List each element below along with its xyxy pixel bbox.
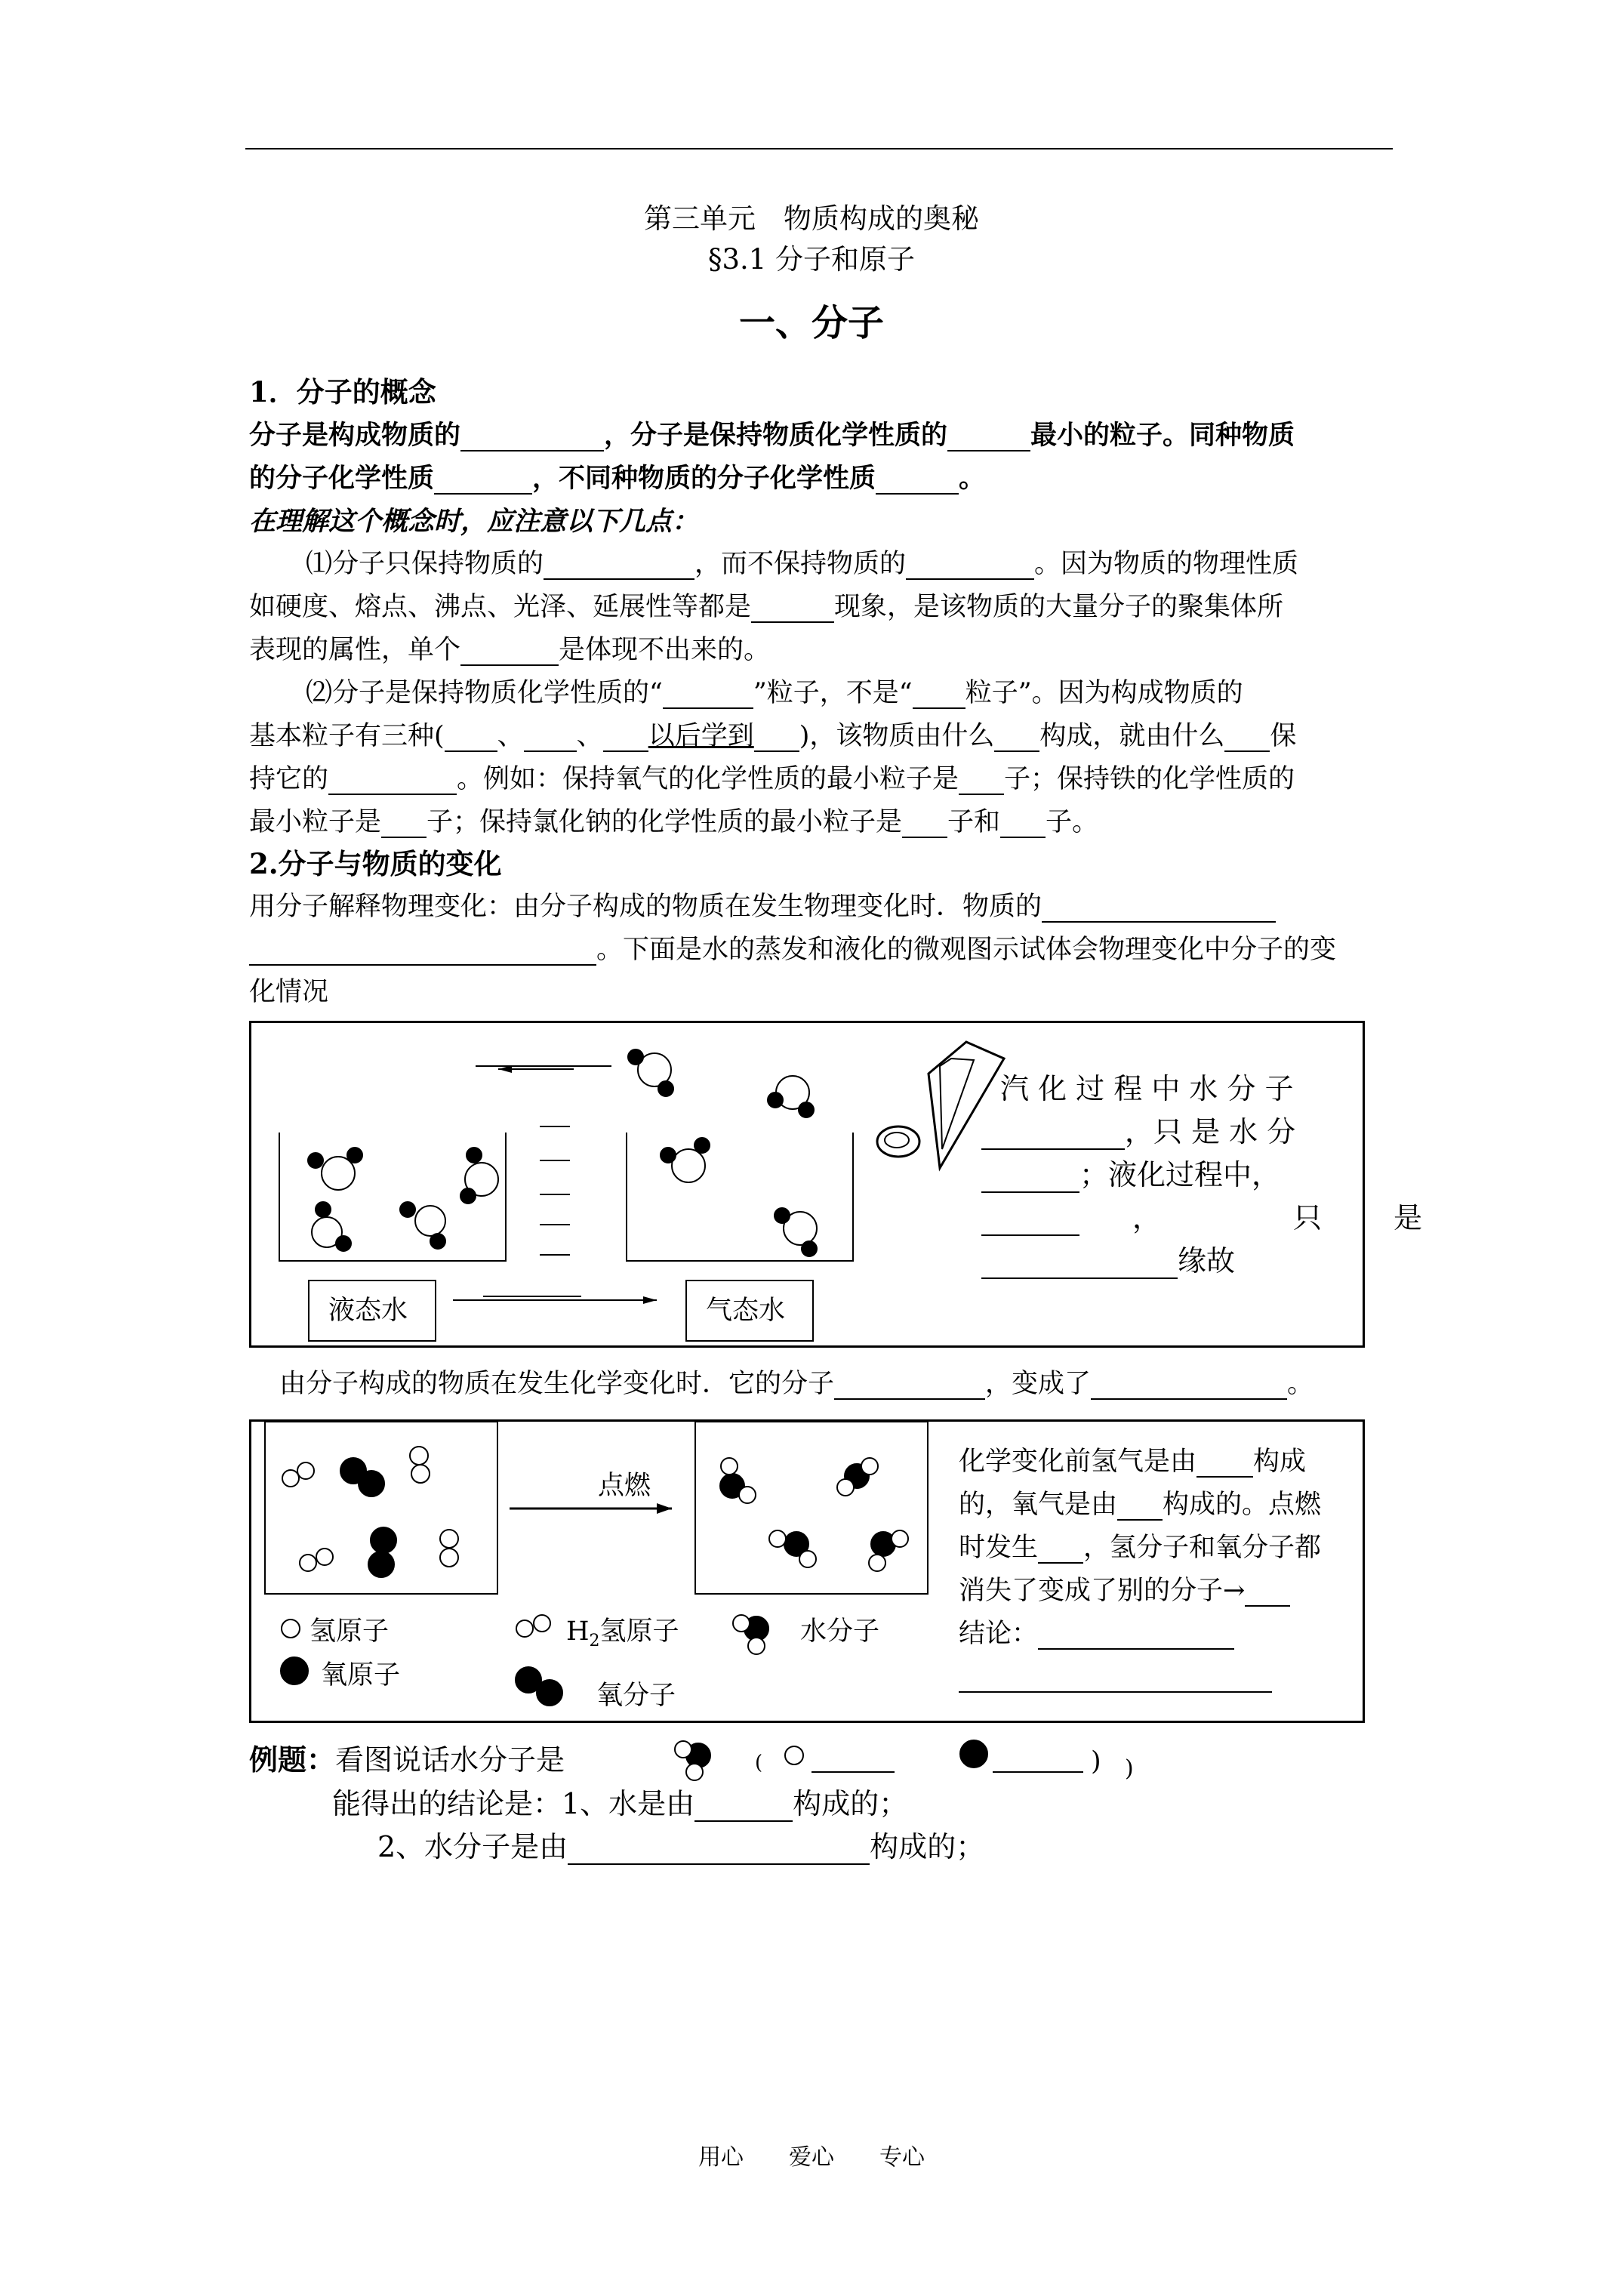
blank[interactable] xyxy=(981,1120,1125,1150)
s2-heading: 2.分子与物质的变化 xyxy=(249,847,502,880)
fig1-text5: 缘故 xyxy=(981,1244,1235,1279)
blank[interactable] xyxy=(434,467,532,495)
blank[interactable] xyxy=(1042,895,1276,923)
s1-note: 在理解这个概念时，应注意以下几点： xyxy=(249,506,699,537)
blank[interactable] xyxy=(1091,1372,1287,1400)
s1-line1: 分子是构成物质的 ，分子是保持物质化学性质的 最小的粒子。同种物质 xyxy=(249,420,1295,451)
fig1-text3: ；液化过程中， xyxy=(981,1158,1280,1193)
fig1-text2: ，只 是 水 分 xyxy=(981,1115,1295,1150)
blank[interactable] xyxy=(754,724,799,752)
blank[interactable] xyxy=(524,724,577,752)
blank[interactable] xyxy=(544,552,694,580)
blank[interactable] xyxy=(876,467,959,495)
blank[interactable] xyxy=(902,810,947,838)
blank[interactable] xyxy=(947,424,1030,451)
liquid-water-label: 液态水 xyxy=(328,1296,408,1326)
legend-water: 水分子 xyxy=(800,1616,880,1647)
blank[interactable] xyxy=(913,681,965,709)
blank[interactable] xyxy=(1245,1579,1290,1607)
footer: 用心 爱心 专心 xyxy=(698,2144,925,2171)
s1-heading: 1．分子的概念 xyxy=(249,375,436,408)
blank[interactable] xyxy=(981,1163,1079,1193)
unit-title: 第三单元 物质构成的奥秘 xyxy=(644,202,979,235)
fig2-right-4: 消失了变成了别的分子→ xyxy=(959,1575,1290,1607)
blank[interactable] xyxy=(981,1249,1178,1279)
blank[interactable] xyxy=(981,1206,1079,1236)
example-line: 例题：看图说话水分子是 xyxy=(249,1743,565,1777)
blank[interactable] xyxy=(994,724,1039,752)
s2-line3: 化情况 xyxy=(249,977,329,1007)
legend-h-atom: 氢原子 xyxy=(310,1616,390,1647)
blank[interactable] xyxy=(328,767,457,795)
blank[interactable] xyxy=(460,424,604,451)
legend-o2: 氧分子 xyxy=(596,1681,676,1711)
blank[interactable] xyxy=(603,724,648,752)
fig2-right-1: 化学变化前氢气是由 构成 xyxy=(959,1447,1307,1477)
fig2-right-6-blank[interactable] xyxy=(959,1691,1272,1693)
fig1-text4: ， 只 是 xyxy=(981,1201,1422,1236)
example-paren-open: ( xyxy=(755,1752,763,1774)
s1-p1-line1: ⑴分子只保持物质的 ，而不保持物质的 。因为物质的物理性质 xyxy=(306,549,1299,579)
s2-line1: 用分子解释物理变化：由分子构成的物质在发生物理变化时．物质的 xyxy=(249,891,1276,923)
s1-p2-line1: ⑵分子是保持物质化学性质的“ ”粒子，不是“ 粒子”。因为构成物质的 xyxy=(306,678,1243,708)
s1-p2-line4: 最小粒子是 子；保持氯化钠的化学性质的最小粒子是 子和 子。 xyxy=(249,807,1099,837)
blank[interactable] xyxy=(460,638,559,666)
s1-p1-line3: 表现的属性，单个 是体现不出来的。 xyxy=(249,635,771,665)
blank[interactable] xyxy=(1000,810,1046,838)
conclusion-2: 2、水分子是由 构成的； xyxy=(377,1830,985,1863)
example-paren-close: ) xyxy=(1091,1746,1101,1777)
part-title: 一、分子 xyxy=(738,302,884,344)
chem-change-line: 由分子构成的物质在发生化学变化时．它的分子 ，变成了 。 xyxy=(279,1369,1314,1399)
example-molecules xyxy=(664,1733,1132,1786)
blank[interactable] xyxy=(1038,1536,1083,1564)
blank[interactable] xyxy=(906,552,1034,580)
ignite-label: 点燃 xyxy=(598,1471,651,1501)
example-paren-close-2: ) xyxy=(1125,1755,1134,1782)
s1-p2-line2: 基本粒子有三种( 、 、 以后学到 )，该物质由什么 构成，就由什么 保 xyxy=(249,721,1297,751)
blank[interactable] xyxy=(445,724,497,752)
blank[interactable] xyxy=(663,681,753,709)
blank[interactable] xyxy=(834,1372,985,1400)
legend-o-atom: 氧原子 xyxy=(321,1660,401,1690)
blank[interactable] xyxy=(694,1792,793,1822)
s1-p1-line2: 如硬度、熔点、沸点、光泽、延展性等都是 现象，是该物质的大量分子的聚集体所 xyxy=(249,592,1284,622)
header-rule xyxy=(245,148,1393,149)
blank[interactable] xyxy=(568,1835,870,1865)
fig2-right-3: 时发生 ，氢分子和氧分子都 xyxy=(959,1533,1322,1563)
blank[interactable] xyxy=(1117,1493,1163,1521)
section-title: §3.1 分子和原子 xyxy=(707,243,916,276)
s1-line2: 的分子化学性质 ，不同种物质的分子化学性质 。 xyxy=(249,463,986,494)
blank[interactable] xyxy=(751,595,834,623)
s1-p2-line3: 持它的 。例如：保持氧气的化学性质的最小粒子是 子；保持铁的化学性质的 xyxy=(249,764,1295,794)
blank[interactable] xyxy=(249,938,596,966)
blank[interactable] xyxy=(381,810,427,838)
s2-line2: 。下面是水的蒸发和液化的微观图示试体会物理变化中分子的变 xyxy=(249,934,1336,966)
blank[interactable] xyxy=(1196,1450,1253,1478)
legend-h2: $H_2$氢原子 xyxy=(566,1616,679,1650)
blank[interactable] xyxy=(1038,1622,1234,1650)
gas-water-label: 气态水 xyxy=(706,1296,786,1326)
blank[interactable] xyxy=(1224,724,1270,752)
fig1-text1: 汽 化 过 程 中 水 分 子 xyxy=(1000,1072,1294,1105)
fig2-right-5: 结论： xyxy=(959,1618,1234,1650)
blank[interactable] xyxy=(959,767,1004,795)
fig2-right-2: 的，氧气是由 构成的。点燃 xyxy=(959,1490,1322,1520)
conclusion-1: 能得出的结论是：1、水是由 构成的； xyxy=(332,1787,908,1820)
